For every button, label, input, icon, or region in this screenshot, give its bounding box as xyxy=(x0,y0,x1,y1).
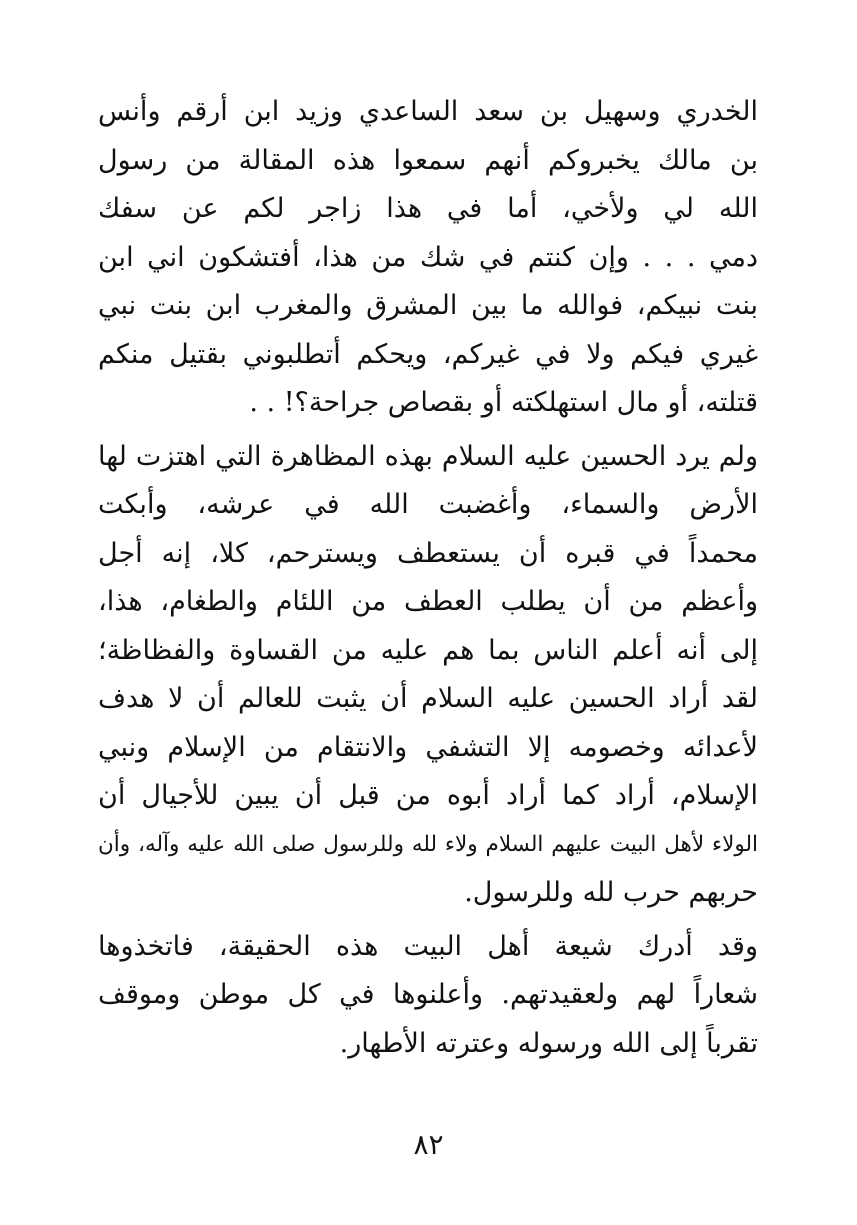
text-line: حربهم حرب لله وللرسول. xyxy=(464,877,758,908)
text-line: الله لي ولأخي، أما في هذا زاجر لكم عن سفك xyxy=(98,193,758,224)
paragraph-3 xyxy=(98,923,758,1069)
page-body xyxy=(98,88,758,1068)
text-line: الخدري وسهيل بن سعد الساعدي وزيد ابن أرقم وأنس xyxy=(98,96,758,127)
text-line: بن مالك يخبروكم أنهم سمعوا هذه المقالة من رسول xyxy=(98,144,758,176)
paragraph-1 xyxy=(98,88,758,428)
text-line: وأعظم من أن يطلب العطف من اللئام والطغام، هذا، xyxy=(98,586,758,617)
text-line: الأرض والسماء، وأغضبت الله في عرشه، وأبكت xyxy=(98,489,758,520)
text-line: ولم يرد الحسين عليه السلام بهذه المظاهرة التي اهتزت لها xyxy=(98,440,758,472)
text-line: دمي . . . وإن كنتم في شك من هذا، أفتشكون اني ابن xyxy=(98,241,758,273)
text-line: غيري فيكم ولا في غيركم، ويحكم أتطلبوني بقتيل منكم xyxy=(98,338,758,370)
text-line: وقد أدرك شيعة أهل البيت هذه الحقيقة، فاتخذوها xyxy=(98,930,758,962)
text-line: تقرباً إلى الله ورسوله وعترته الأطهار. xyxy=(339,1027,758,1059)
text-line: بنت نبيكم، فوالله ما بين المشرق والمغرب ابن بنت نبي xyxy=(98,290,758,321)
text-line: محمداً في قبره أن يستعطف ويسترحم، كلا، إنه أجل xyxy=(98,537,758,569)
text-line: لأعدائه وخصومه إلا التشفي والانتقام من الإسلام ونبي xyxy=(98,731,758,763)
text-line: شعاراً لهم ولعقيدتهم. وأعلنوها في كل موطن وموقف xyxy=(98,979,758,1010)
text-line: قتلته، أو مال استهلكته أو بقصاص جراحة؟! . . xyxy=(249,387,758,418)
text-line: لقد أراد الحسين عليه السلام أن يثبت للعالم أن لا هدف xyxy=(98,683,758,714)
text-line: الإسلام، أراد كما أراد أبوه من قبل أن يبين للأجيال أن xyxy=(98,780,758,811)
paragraph-2 xyxy=(98,433,758,918)
text-line: الولاء لأهل البيت عليهم السلام ولاء لله وللرسول صلى الله عليه وآله، وأن xyxy=(98,831,758,857)
text-line: إلى أنه أعلم الناس بما هم عليه من القساوة والفظاظة؛ xyxy=(98,634,758,666)
page-number: ٨٢ xyxy=(413,1128,444,1161)
